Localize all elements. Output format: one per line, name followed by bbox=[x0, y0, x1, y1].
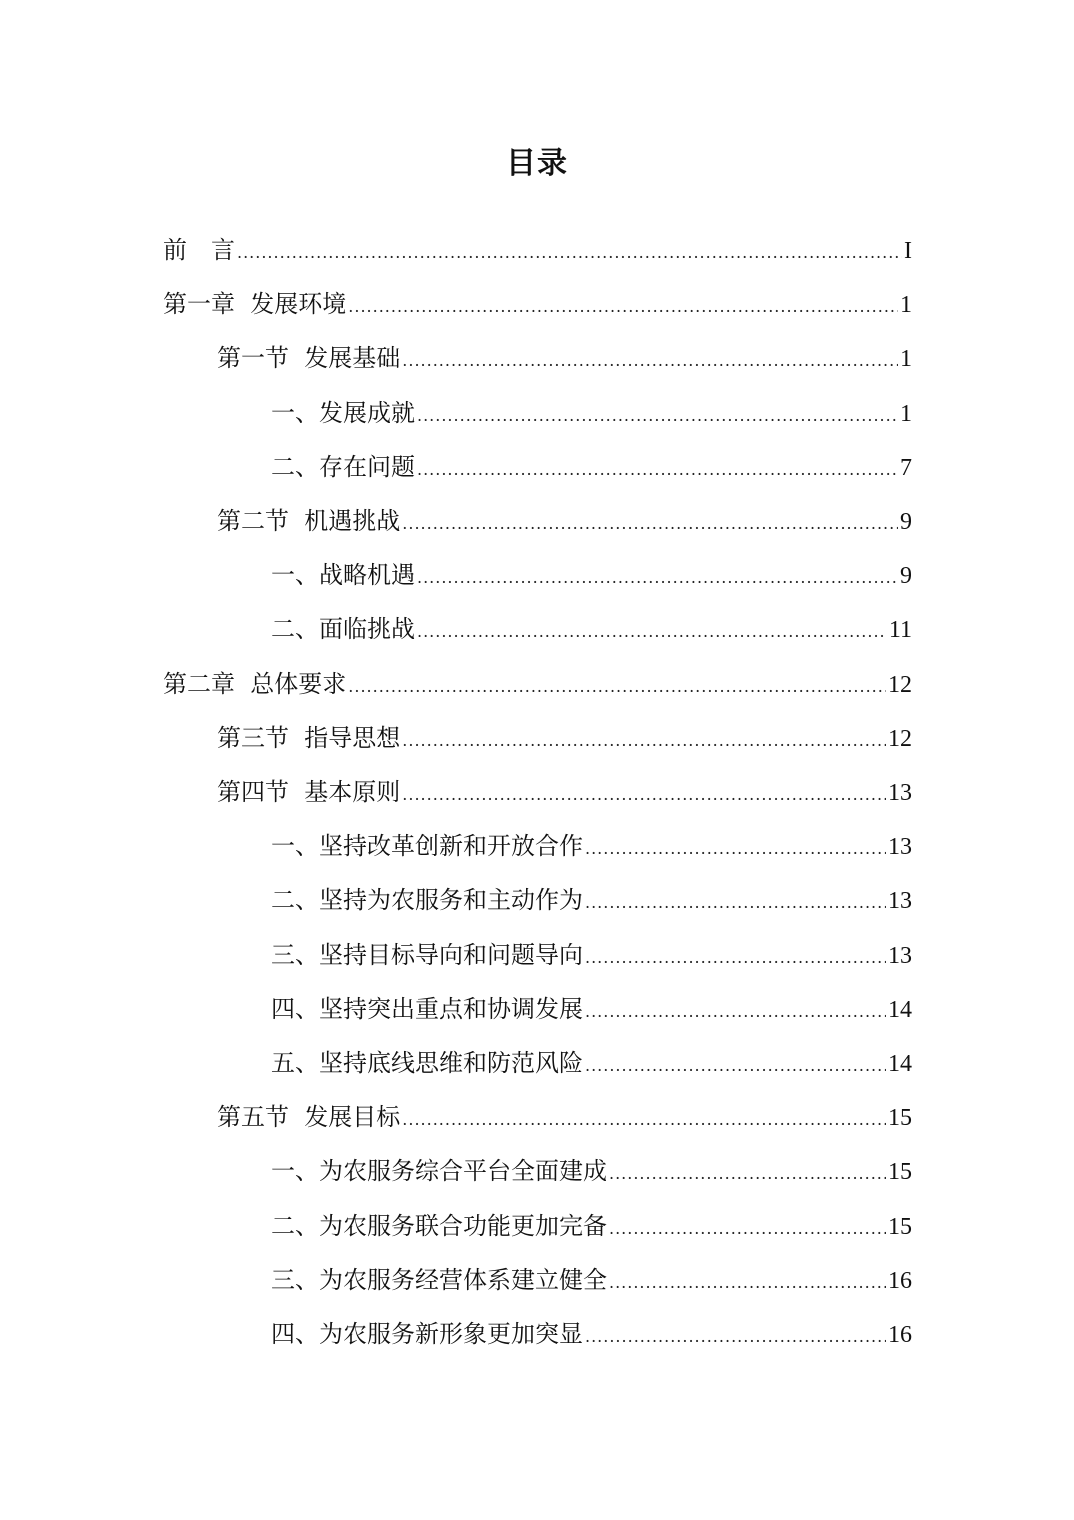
toc-entry-page-number: 13 bbox=[888, 780, 912, 806]
toc-entry[interactable] bbox=[271, 393, 912, 433]
toc-entry-page-number: 12 bbox=[888, 725, 912, 752]
toc-leader-dots bbox=[585, 883, 886, 923]
toc-entry-page-number: 11 bbox=[888, 617, 912, 644]
toc-leader-dots bbox=[585, 938, 886, 978]
toc-entry-label: 三、坚持目标导向和问题导向 bbox=[271, 940, 583, 969]
toc-entry-label: 五、坚持底线思维和防范风险 bbox=[271, 1049, 583, 1077]
toc-entry[interactable] bbox=[217, 772, 912, 812]
toc-entry-label: 一、发展成就 bbox=[271, 398, 415, 427]
toc-entry[interactable] bbox=[271, 447, 912, 487]
toc-entry[interactable] bbox=[271, 880, 912, 920]
toc-entry-page-number: 1 bbox=[900, 292, 912, 319]
toc-entry-page-number: 7 bbox=[900, 454, 912, 481]
toc-entry[interactable] bbox=[271, 1260, 912, 1300]
toc-entry-page-number: 14 bbox=[888, 1051, 912, 1077]
toc-entry[interactable] bbox=[271, 609, 912, 649]
toc-leader-dots bbox=[609, 1154, 886, 1194]
toc-leader-dots bbox=[237, 233, 902, 273]
toc-leader-dots bbox=[417, 396, 898, 436]
toc-leader-dots bbox=[402, 1100, 886, 1140]
toc-leader-dots bbox=[585, 992, 886, 1032]
toc-entry-label: 二、坚持为农服务和主动作为 bbox=[271, 886, 583, 915]
toc-entry-label: 四、坚持突出重点和协调发展 bbox=[271, 994, 583, 1023]
toc-entry-label: 第五节 发展目标 bbox=[217, 1103, 401, 1132]
toc-entry-label: 前 言 bbox=[163, 236, 235, 264]
toc-leader-dots bbox=[402, 721, 886, 761]
toc-entry-label: 一、战略机遇 bbox=[271, 561, 415, 590]
toc-leader-dots bbox=[609, 1209, 886, 1249]
toc-entry-label: 第一节 发展基础 bbox=[217, 344, 401, 373]
toc-leader-dots bbox=[609, 1263, 886, 1303]
toc-leader-dots bbox=[402, 341, 898, 381]
toc-leader-dots bbox=[585, 829, 886, 869]
toc-entry-page-number: 13 bbox=[888, 834, 912, 861]
toc-leader-dots bbox=[348, 287, 898, 327]
toc-entry[interactable] bbox=[217, 501, 912, 541]
toc-entry-label: 一、坚持改革创新和开放合作 bbox=[271, 832, 583, 861]
toc-leader-dots bbox=[417, 450, 898, 490]
toc-entry-page-number: 13 bbox=[888, 888, 912, 915]
toc-entry-page-number: 14 bbox=[888, 996, 912, 1023]
toc-leader-dots bbox=[402, 775, 886, 815]
toc-entry[interactable] bbox=[271, 935, 912, 975]
toc-entry[interactable] bbox=[217, 718, 912, 758]
toc-entry-label: 第二节 机遇挑战 bbox=[217, 507, 401, 535]
toc-entry[interactable] bbox=[163, 230, 912, 270]
toc-entry[interactable] bbox=[163, 284, 912, 324]
toc-entry-page-number: 12 bbox=[888, 671, 912, 698]
toc-entry-label: 三、为农服务经营体系建立健全 bbox=[271, 1265, 607, 1294]
toc-entry-page-number: 1 bbox=[900, 346, 912, 373]
toc-entry-label: 第一章 发展环境 bbox=[163, 290, 347, 319]
toc-entry-label: 四、为农服务新形象更加突显 bbox=[271, 1320, 583, 1348]
toc-entry-page-number: 9 bbox=[900, 509, 912, 535]
toc-entry[interactable] bbox=[271, 1206, 912, 1246]
toc-leader-dots bbox=[585, 1046, 886, 1086]
page-title: 目录 bbox=[506, 146, 568, 181]
toc-entry-page-number: 1 bbox=[900, 400, 912, 427]
toc-entry[interactable] bbox=[271, 555, 912, 595]
toc-entry[interactable] bbox=[271, 1314, 912, 1354]
toc-entry-page-number: 13 bbox=[888, 942, 912, 969]
toc-entry[interactable] bbox=[271, 826, 912, 866]
toc-entry[interactable] bbox=[271, 1043, 912, 1083]
toc-entry-label: 第三节 指导思想 bbox=[217, 723, 401, 752]
toc-entry-page-number: 16 bbox=[888, 1322, 912, 1348]
toc-entry-label: 一、为农服务综合平台全面建成 bbox=[271, 1157, 607, 1186]
toc-entry-page-number: 15 bbox=[888, 1159, 912, 1186]
toc-leader-dots bbox=[348, 667, 886, 707]
toc-leader-dots bbox=[417, 612, 887, 652]
toc-entry-label: 二、面临挑战 bbox=[271, 615, 415, 644]
toc-entry[interactable] bbox=[217, 1097, 912, 1137]
toc-entry-page-number: 15 bbox=[888, 1213, 912, 1240]
toc-entry[interactable] bbox=[163, 664, 912, 704]
toc-leader-dots bbox=[417, 558, 898, 598]
toc-entry[interactable] bbox=[271, 1151, 912, 1191]
toc-entry[interactable] bbox=[271, 989, 912, 1029]
toc-entry-label: 二、为农服务联合功能更加完备 bbox=[271, 1211, 607, 1240]
toc-entry-label: 二、存在问题 bbox=[271, 452, 415, 481]
toc-entry-page-number: I bbox=[904, 238, 912, 264]
toc-entry-label: 第二章 总体要求 bbox=[163, 669, 347, 698]
toc-entry-page-number: 9 bbox=[900, 563, 912, 590]
toc-entry-page-number: 16 bbox=[888, 1267, 912, 1294]
toc-entry[interactable] bbox=[217, 338, 912, 378]
toc-leader-dots bbox=[585, 1317, 886, 1357]
toc-entry-label: 第四节 基本原则 bbox=[217, 778, 401, 806]
toc-leader-dots bbox=[402, 504, 898, 544]
toc-entry-page-number: 15 bbox=[888, 1105, 912, 1132]
